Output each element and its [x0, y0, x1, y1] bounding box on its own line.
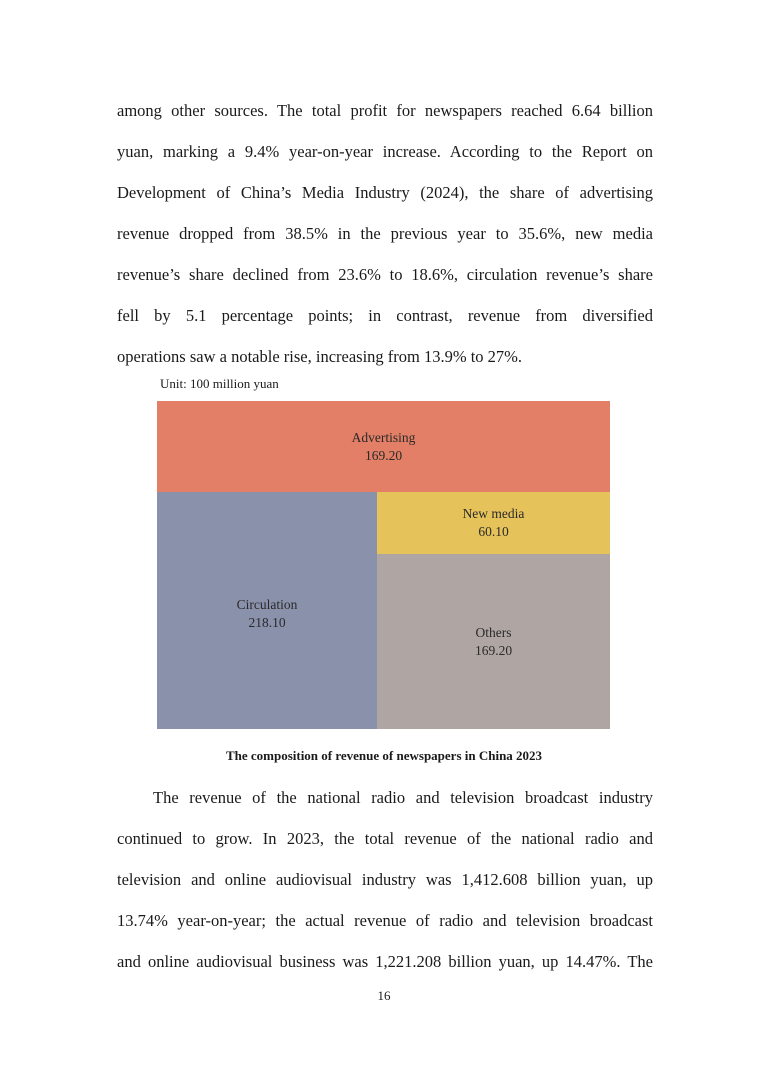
treemap-cell-circulation	[157, 492, 377, 729]
cell-value: 218.10	[248, 615, 286, 630]
chart-unit-label: Unit: 100 million yuan	[160, 376, 279, 391]
text-line: continued to grow. In 2023, the total revenue of the national radio and	[117, 829, 653, 848]
text-line: 13.74% year-on-year; the actual revenue of radio and television broadcast	[117, 911, 653, 930]
text-line: television and online audiovisual industry was 1,412.608 billion yuan, up	[117, 870, 653, 889]
cell-label: New media	[462, 506, 525, 521]
text-line: fell by 5.1 percentage points; in contrast, revenue from diversified	[117, 306, 653, 325]
text-line: revenue’s share declined from 23.6% to 18.6%, circulation revenue’s share	[117, 265, 653, 284]
treemap-cell-advertising	[157, 401, 610, 492]
cell-label: Advertising	[351, 429, 416, 445]
cell-value: 169.20	[474, 642, 513, 658]
text-line: The revenue of the national radio and television broadcast industry	[153, 788, 653, 807]
revenue-treemap-chart	[157, 401, 610, 729]
text-line: yuan, marking a 9.4% year-on-year increase. According to the Report on	[117, 142, 653, 161]
text-line: operations saw a notable rise, increasing from 13.9% to 27%.	[117, 347, 523, 366]
text-line: revenue dropped from 38.5% in the previous year to 35.6%, new media	[117, 224, 653, 243]
text-line: and online audiovisual business was 1,221.208 billion yuan, up 14.47%. The	[117, 952, 653, 971]
text-line: Development of China’s Media Industry (2024), the share of advertising	[117, 183, 653, 202]
cell-value: 169.20	[364, 447, 403, 463]
text-line: among other sources. The total profit for newspapers reached 6.64 billion	[117, 101, 653, 120]
cell-label: Others	[475, 624, 512, 640]
treemap-cell-new-media	[377, 492, 610, 554]
cell-label: Circulation	[236, 597, 298, 612]
treemap-cell-others	[377, 554, 610, 729]
cell-value: 60.10	[478, 524, 509, 539]
page-number: 16	[377, 988, 391, 1003]
figure-caption: The composition of revenue of newspapers in China 2023	[225, 748, 543, 763]
